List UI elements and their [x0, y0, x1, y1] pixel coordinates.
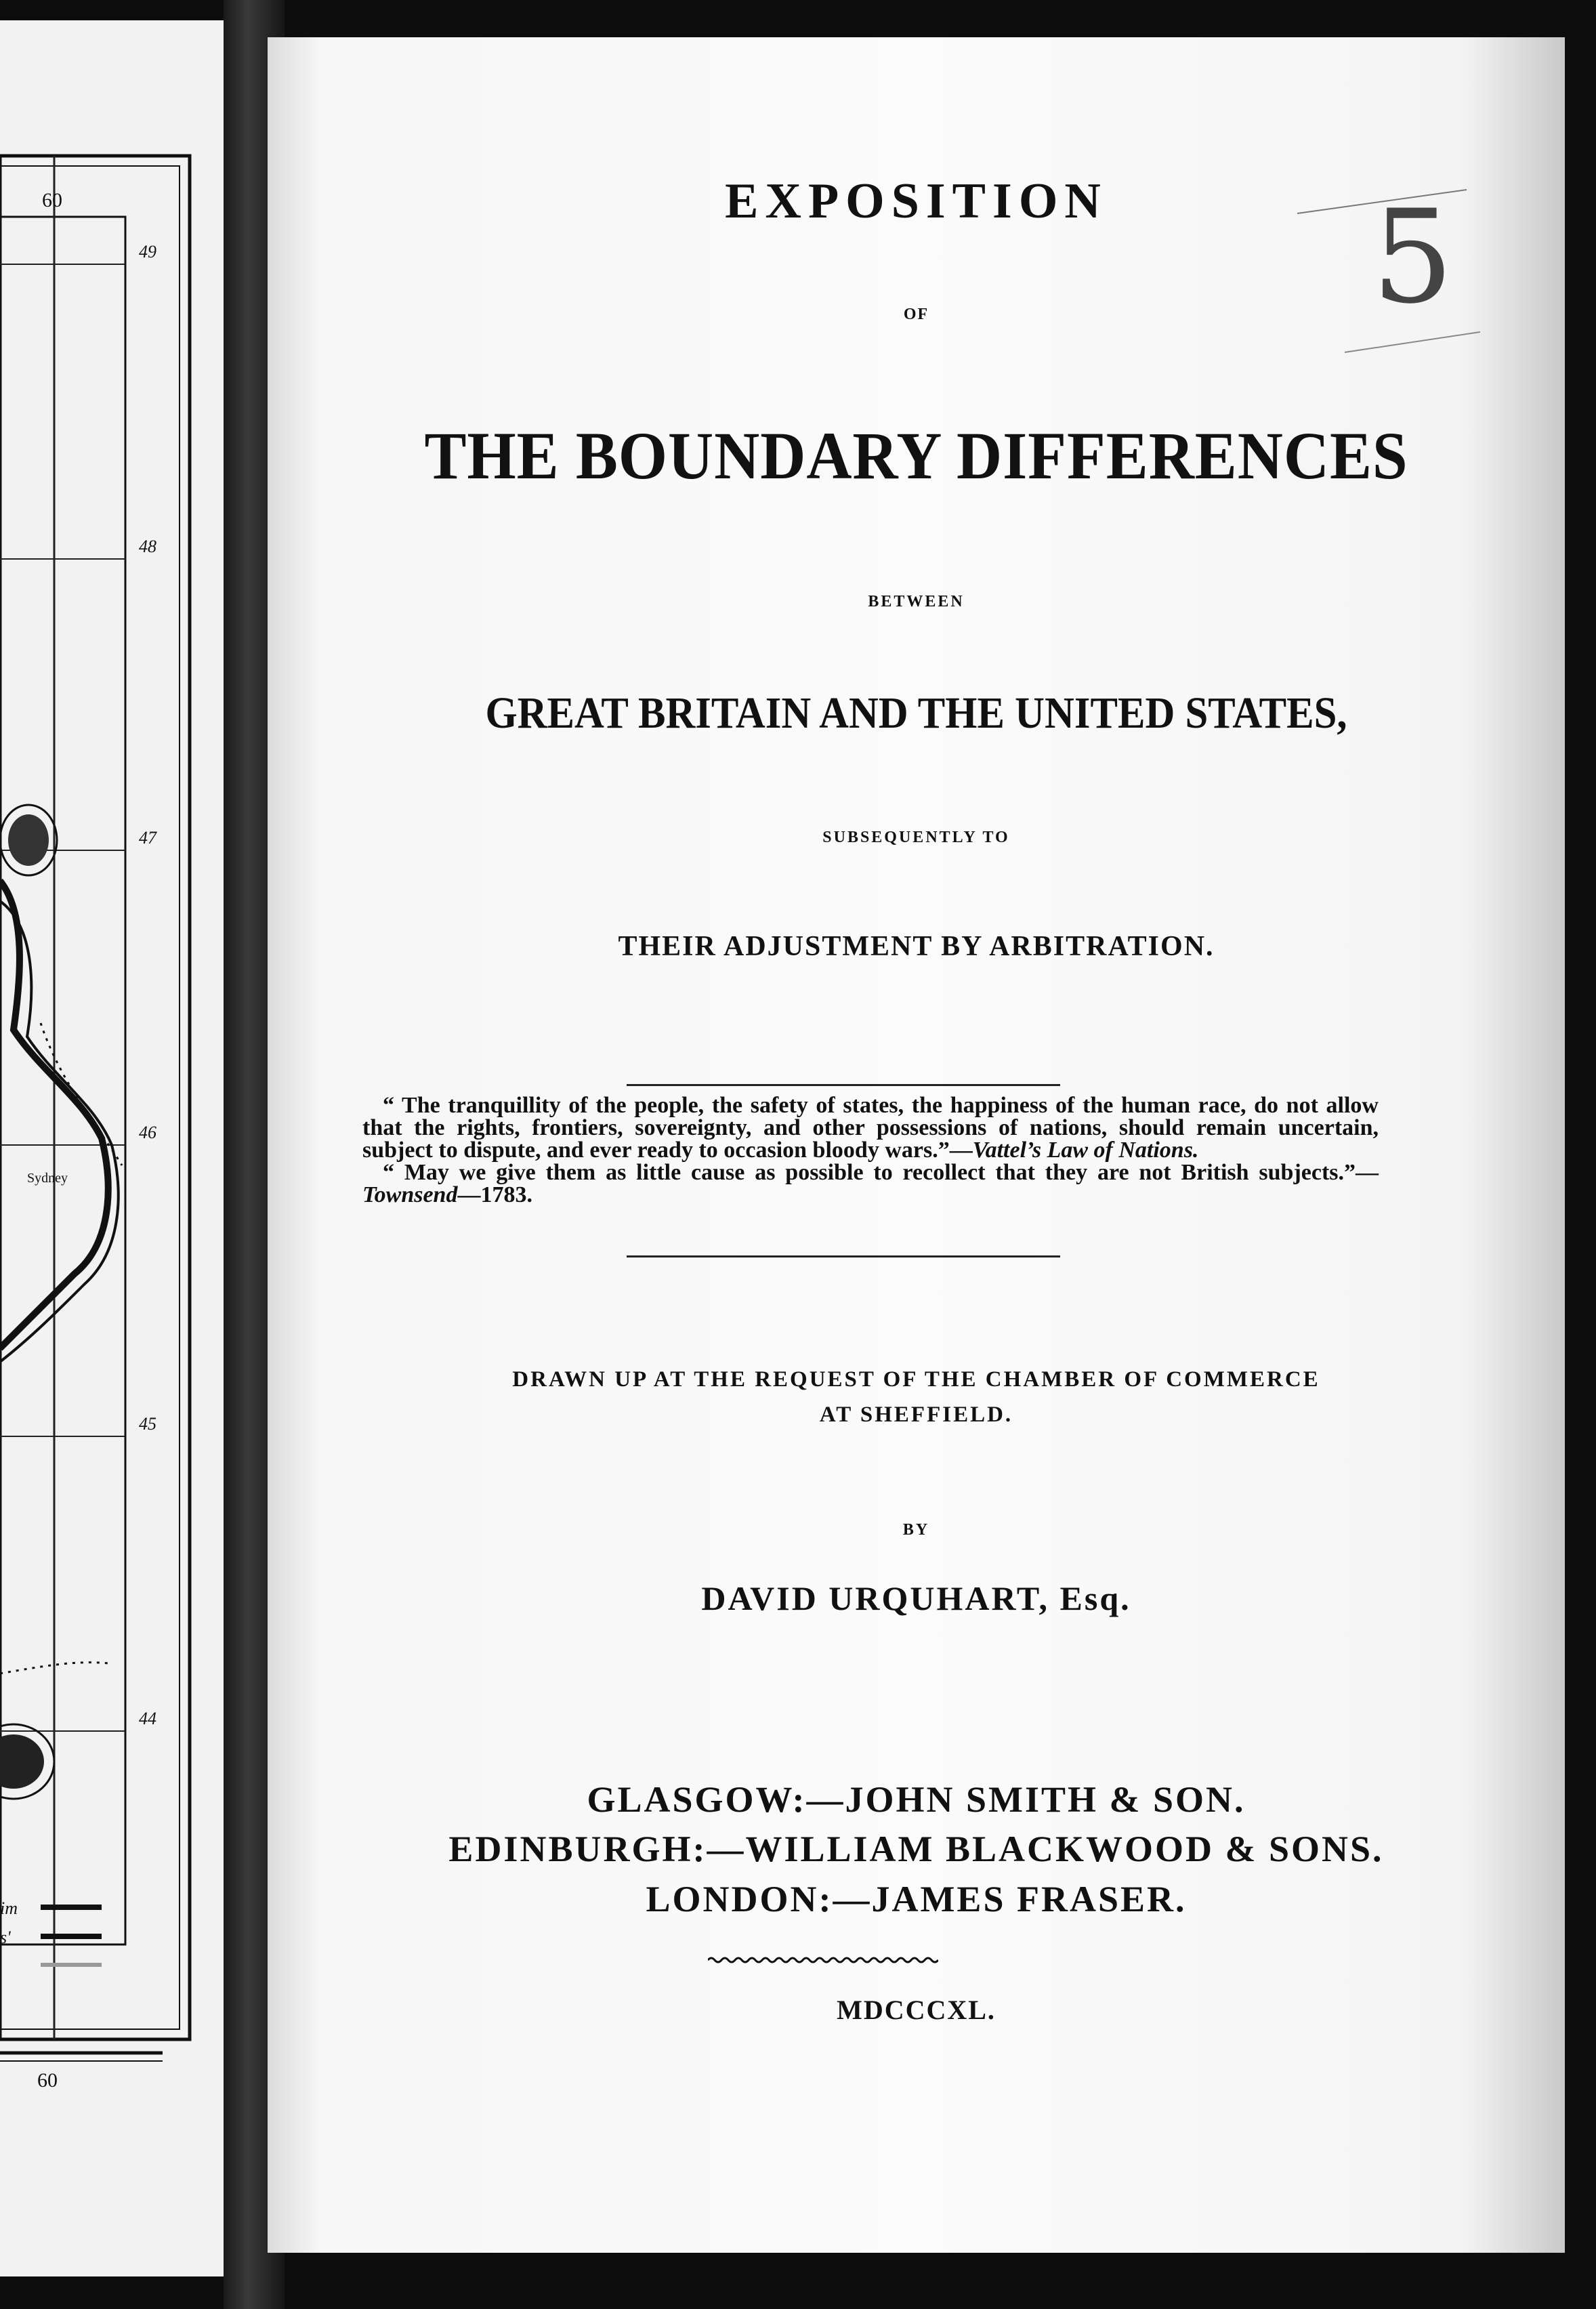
map-place-label: Sydney [27, 1171, 68, 1186]
map-latitude-label: 49 [139, 242, 156, 262]
title-exposition: EXPOSITION [725, 173, 1108, 229]
map-longitude-bottom: 60 [37, 2069, 58, 2092]
publisher-glasgow: GLASGOW:—JOHN SMITH & SON. [587, 1779, 1246, 1820]
map-longitude-top: 60 [42, 189, 62, 211]
map-latitude-label: 46 [139, 1123, 156, 1142]
map-legend-label: im [0, 1898, 18, 1918]
drawn-up-line2: AT SHEFFIELD. [819, 1402, 1013, 1427]
subsequently-label: SUBSEQUENTLY TO [822, 829, 1010, 846]
quote-townsend-year: —1783. [457, 1182, 532, 1207]
quote-townsend-source: Townsend [362, 1182, 458, 1207]
wavy-rule [708, 1955, 938, 1965]
map-latitude-label: 44 [139, 1709, 156, 1728]
by-label: BY [902, 1521, 930, 1539]
adjustment-title: THEIR ADJUSTMENT BY ARBITRATION. [618, 931, 1215, 962]
map-latitude-label: 45 [139, 1414, 156, 1434]
of-label: OF [903, 306, 929, 323]
quote-vattel-text: “ The tranquillity of the people, the safety of states, the happiness of the human race, do not allow that the rights, frontiers, sovereignty, and other possessions of nations, should remain uncertain, subject to dispute, and ever ready to occasion bloody wars.”— [362, 1093, 1379, 1163]
map-latitude-label: 48 [139, 537, 156, 556]
quote-townsend-text: “ May we give them as little cause as possible to recollect that they are not British subjects.”— [383, 1160, 1379, 1185]
between-label: BETWEEN [868, 593, 965, 610]
quote-vattel-source: Vattel’s Law of Nations. [972, 1138, 1199, 1163]
title-page [268, 37, 1565, 2253]
publication-year: MDCCCXL. [837, 1995, 996, 2025]
pencil-number: 5 [1372, 182, 1454, 332]
main-title: THE BOUNDARY DIFFERENCES [424, 418, 1408, 493]
map-legend-label: s' [0, 1928, 11, 1947]
parties-title: GREAT BRITAIN AND THE UNITED STATES, [485, 688, 1347, 738]
drawn-up-statement [268, 1362, 1565, 1432]
author-name: DAVID URQUHART, Esq. [701, 1579, 1131, 1617]
rule-top [627, 1084, 1060, 1086]
rule-bottom [627, 1255, 1060, 1257]
quote-townsend [362, 1161, 1379, 1206]
left-facing-page [0, 20, 237, 2276]
drawn-up-line1: DRAWN UP AT THE REQUEST OF THE CHAMBER OF COMMERCE [512, 1367, 1320, 1392]
epigraph-quotes [362, 1094, 1379, 1206]
quote-vattel [362, 1094, 1379, 1161]
map-fragment [0, 136, 203, 2100]
publisher-london: LONDON:—JAMES FRASER. [646, 1879, 1187, 1919]
publisher-edinburgh: EDINBURGH:—WILLIAM BLACKWOOD & SONS. [448, 1829, 1384, 1869]
map-latitude-label: 47 [139, 828, 156, 848]
